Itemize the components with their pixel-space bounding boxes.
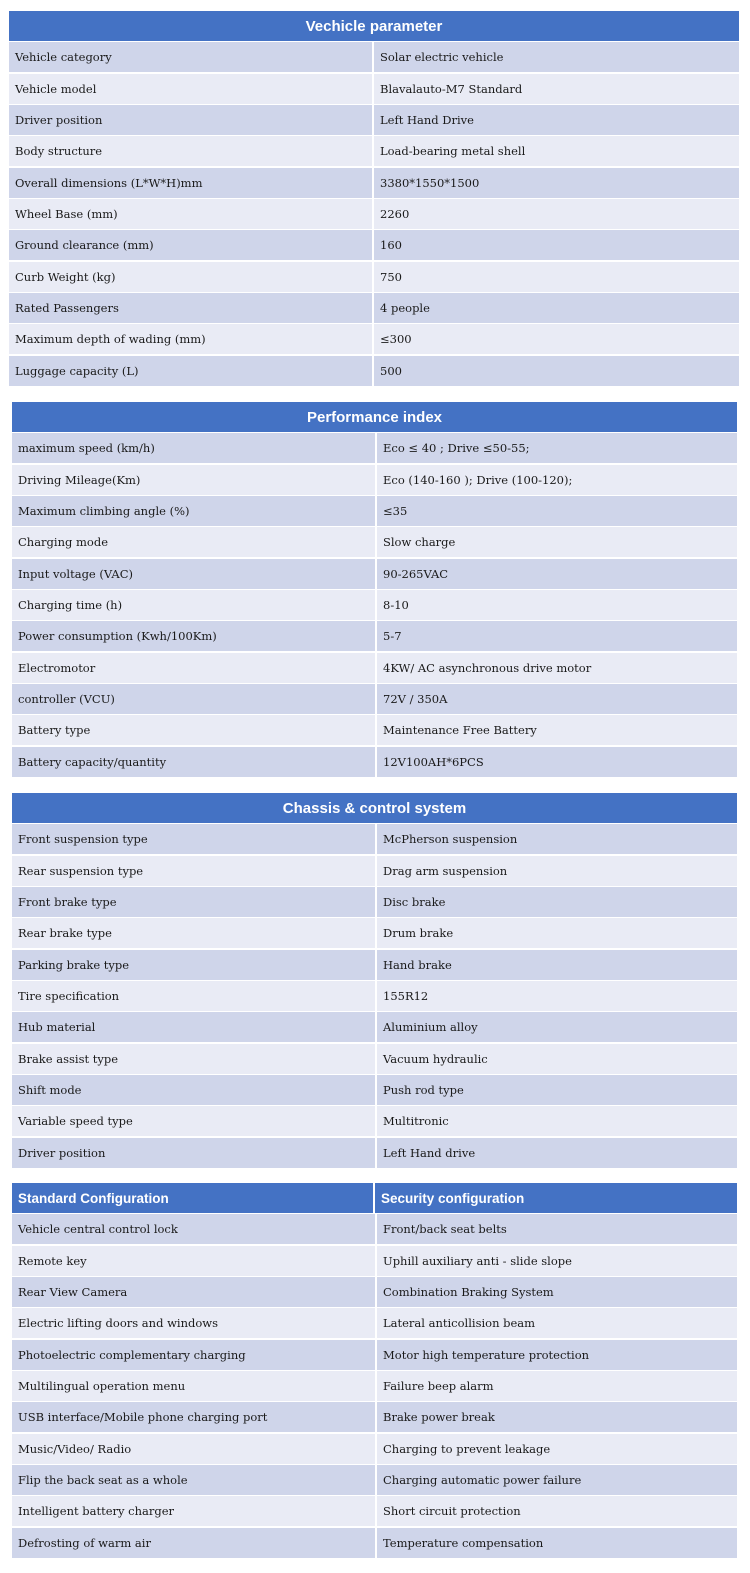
row-value: Drag arm suspension	[377, 856, 737, 886]
standard-config-item: Music/Video/ Radio	[12, 1434, 375, 1464]
row-value: Slow charge	[377, 527, 737, 557]
row-label: Luggage capacity (L)	[9, 356, 372, 386]
table-row	[12, 1277, 737, 1307]
table-row	[9, 105, 739, 135]
table-row	[9, 356, 739, 386]
table-row	[12, 621, 737, 651]
table-row	[12, 856, 737, 886]
table-row	[12, 1214, 737, 1244]
row-value: Push rod type	[377, 1075, 737, 1105]
row-label: Curb Weight (kg)	[9, 262, 372, 292]
chassis-control-table	[12, 793, 737, 1168]
table-row	[12, 684, 737, 714]
table-row	[12, 590, 737, 620]
row-label: Input voltage (VAC)	[12, 559, 375, 589]
row-label: Battery type	[12, 715, 375, 745]
security-config-item: Motor high temperature protection	[377, 1340, 737, 1370]
table-row	[12, 496, 737, 526]
row-label: Power consumption (Kwh/100Km)	[12, 621, 375, 651]
section-header	[12, 402, 737, 432]
row-label: Vehicle category	[9, 42, 372, 72]
row-value: ≤35	[377, 496, 737, 526]
table-row	[9, 136, 739, 166]
security-config-item: Temperature compensation	[377, 1528, 737, 1558]
vehicle-parameter-table	[9, 11, 739, 386]
table-row	[12, 1371, 737, 1401]
row-label: Driving Mileage(Km)	[12, 465, 375, 495]
row-label: Brake assist type	[12, 1044, 375, 1074]
section-header	[9, 11, 739, 41]
row-value: 2260	[374, 199, 739, 229]
row-value: 750	[374, 262, 739, 292]
row-value: 12V100AH*6PCS	[377, 747, 737, 777]
table-row	[12, 747, 737, 777]
row-value: Blavalauto-M7 Standard	[374, 74, 739, 104]
table-row	[12, 824, 737, 854]
row-label: Parking brake type	[12, 950, 375, 980]
row-label: Battery capacity/quantity	[12, 747, 375, 777]
table-row	[12, 887, 737, 917]
table-row	[9, 262, 739, 292]
row-label: Rear suspension type	[12, 856, 375, 886]
standard-config-item: Defrosting of warm air	[12, 1528, 375, 1558]
row-value: 155R12	[377, 981, 737, 1011]
row-value: 3380*1550*1500	[374, 168, 739, 198]
table-row	[12, 1044, 737, 1074]
standard-config-item: Intelligent battery charger	[12, 1496, 375, 1526]
table-row	[12, 653, 737, 683]
row-label: Hub material	[12, 1012, 375, 1042]
table-row	[12, 715, 737, 745]
config-header	[12, 1183, 737, 1213]
table-row	[9, 74, 739, 104]
row-value: Multitronic	[377, 1106, 737, 1136]
row-label: Body structure	[9, 136, 372, 166]
row-value: 4KW/ AC asynchronous drive motor	[377, 653, 737, 683]
table-row	[12, 981, 737, 1011]
row-label: Electromotor	[12, 653, 375, 683]
security-config-item: Short circuit protection	[377, 1496, 737, 1526]
row-label: Front suspension type	[12, 824, 375, 854]
row-value: Solar electric vehicle	[374, 42, 739, 72]
row-label: Maximum depth of wading (mm)	[9, 324, 372, 354]
row-label: Ground clearance (mm)	[9, 230, 372, 260]
table-row	[12, 1496, 737, 1526]
row-label: Rated Passengers	[9, 293, 372, 323]
row-value: Load-bearing metal shell	[374, 136, 739, 166]
row-label: Tire specification	[12, 981, 375, 1011]
section-title: Vechicle parameter	[305, 17, 443, 35]
table-row	[9, 199, 739, 229]
table-row	[12, 1075, 737, 1105]
row-label: Charging time (h)	[12, 590, 375, 620]
security-config-item: Front/back seat belts	[377, 1214, 737, 1244]
configuration-table	[12, 1183, 737, 1558]
row-label: Maximum climbing angle (%)	[12, 496, 375, 526]
table-row	[9, 324, 739, 354]
row-value: Hand brake	[377, 950, 737, 980]
row-label: Front brake type	[12, 887, 375, 917]
standard-config-item: Remote key	[12, 1246, 375, 1276]
standard-config-item: Vehicle central control lock	[12, 1214, 375, 1244]
row-value: Drum brake	[377, 918, 737, 948]
table-row	[12, 1402, 737, 1432]
table-row	[12, 1528, 737, 1558]
table-row	[12, 1465, 737, 1495]
row-value: 160	[374, 230, 739, 260]
row-value: Disc brake	[377, 887, 737, 917]
row-label: Driver position	[12, 1138, 375, 1168]
table-row	[12, 527, 737, 557]
row-value: Vacuum hydraulic	[377, 1044, 737, 1074]
row-value: 72V / 350A	[377, 684, 737, 714]
security-config-item: Charging automatic power failure	[377, 1465, 737, 1495]
row-value: Left Hand Drive	[374, 105, 739, 135]
security-config-item: Failure beep alarm	[377, 1371, 737, 1401]
table-row	[12, 1106, 737, 1136]
table-row	[12, 1138, 737, 1168]
row-value: Eco ≤ 40 ; Drive ≤50-55;	[377, 433, 737, 463]
row-label: Overall dimensions (L*W*H)mm	[9, 168, 372, 198]
security-config-item: Uphill auxiliary anti - slide slope	[377, 1246, 737, 1276]
performance-index-table	[12, 402, 737, 777]
section-header	[12, 793, 737, 823]
table-row	[9, 168, 739, 198]
table-row	[12, 1308, 737, 1338]
row-label: Vehicle model	[9, 74, 372, 104]
standard-config-item: Photoelectric complementary charging	[12, 1340, 375, 1370]
table-row	[9, 42, 739, 72]
row-value: Maintenance Free Battery	[377, 715, 737, 745]
row-value: McPherson suspension	[377, 824, 737, 854]
row-value: Left Hand drive	[377, 1138, 737, 1168]
table-row	[12, 1434, 737, 1464]
row-value: 8-10	[377, 590, 737, 620]
row-value: ≤300	[374, 324, 739, 354]
standard-config-item: Rear View Camera	[12, 1277, 375, 1307]
row-value: 4 people	[374, 293, 739, 323]
section-title: Performance index	[306, 408, 443, 426]
row-value: Eco (140-160 ); Drive (100-120);	[377, 465, 737, 495]
row-label: controller (VCU)	[12, 684, 375, 714]
security-config-item: Brake power break	[377, 1402, 737, 1432]
standard-config-item: Multilingual operation menu	[12, 1371, 375, 1401]
security-config-title: Security configuration	[375, 1183, 737, 1213]
row-value: Aluminium alloy	[377, 1012, 737, 1042]
row-value: 500	[374, 356, 739, 386]
row-label: Shift mode	[12, 1075, 375, 1105]
table-row	[12, 433, 737, 463]
row-value: 90-265VAC	[377, 559, 737, 589]
row-value: 5-7	[377, 621, 737, 651]
row-label: Charging mode	[12, 527, 375, 557]
standard-config-item: USB interface/Mobile phone charging port	[12, 1402, 375, 1432]
section-title: Chassis & control system	[282, 799, 467, 817]
row-label: Variable speed type	[12, 1106, 375, 1136]
table-row	[12, 1340, 737, 1370]
security-config-item: Charging to prevent leakage	[377, 1434, 737, 1464]
standard-config-item: Electric lifting doors and windows	[12, 1308, 375, 1338]
table-row	[12, 1012, 737, 1042]
standard-config-title: Standard Configuration	[12, 1183, 373, 1213]
row-label: maximum speed (km/h)	[12, 433, 375, 463]
table-row	[12, 918, 737, 948]
table-row	[12, 465, 737, 495]
table-row	[12, 559, 737, 589]
table-row	[12, 950, 737, 980]
security-config-item: Combination Braking System	[377, 1277, 737, 1307]
standard-config-item: Flip the back seat as a whole	[12, 1465, 375, 1495]
row-label: Wheel Base (mm)	[9, 199, 372, 229]
table-row	[9, 293, 739, 323]
table-row	[12, 1246, 737, 1276]
table-row	[9, 230, 739, 260]
row-label: Rear brake type	[12, 918, 375, 948]
row-label: Driver position	[9, 105, 372, 135]
security-config-item: Lateral anticollision beam	[377, 1308, 737, 1338]
